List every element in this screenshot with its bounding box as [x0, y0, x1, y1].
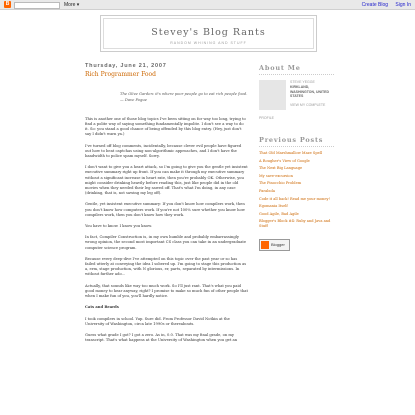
- post-date: Thursday, June 21, 2007: [85, 63, 167, 69]
- previous-post-link[interactable]: Good Agile, Bad Agile: [259, 211, 299, 216]
- section-heading: Cats and Beards: [85, 305, 119, 310]
- previous-post-link[interactable]: That Old Marshmallow Maze Spell: [259, 151, 323, 155]
- post-paragraph: Because every deep-dive I've attempted on this topic over the past year or so has failed utterly at conveying the idea I sobered up. I'm going to stage this production as a, erm, stage production, with N glorious, er, parts, separated by intermissions. In without further ado...: [85, 256, 247, 277]
- profile-photo[interactable]: [259, 80, 286, 110]
- badge-label: Blogger: [271, 241, 285, 247]
- blog-description: RANDOM WHINING AND STUFF: [170, 41, 247, 45]
- post-paragraph: Actually, that sounds like way too much work. So I'll just rant. That's what you paid good money to hear anyway, right? I promise to make so much fun of other people that when I make fun of you, you'll hardly notice.: [85, 283, 248, 299]
- previous-post-link[interactable]: The Next Big Language: [259, 166, 303, 171]
- previous-posts-heading: Previous Posts: [259, 136, 334, 147]
- blog-header-inner: [103, 18, 314, 49]
- post-paragraph: You have to know. I know you know.: [85, 224, 153, 229]
- blog-title[interactable]: Stevey's Blog Rants: [151, 27, 266, 38]
- previous-post-link[interactable]: My save-excursion: [259, 173, 293, 178]
- profile-name[interactable]: STEVE YEGGE: [290, 80, 315, 84]
- previous-post-link[interactable]: A Rougher's View of Google: [259, 158, 310, 163]
- post-body: [85, 117, 248, 344]
- blogger-navbar: [0, 0, 415, 10]
- post-paragraph: Guess what grade I got? I got a zero. As in, 0.0. That was my final grade, on my transcript. That's what happens at the University of Washington when you get an: [85, 332, 238, 343]
- previous-post-link[interactable]: Egomania Itself: [259, 204, 288, 209]
- post-paragraph: I don't want to give you a heart attack, so I'm going to give you the gentle yet insistent executive summary right up front. If you can make it through my executive summary without a significant increase in heart rate, then you're probably OK. Otherwise, you might consider drinking heavily before reading this, just like people did in the old movies when they needed their leg sawed off. That's what I'm doing, in any case (drinking, that is, not sawing my leg off).: [85, 165, 248, 196]
- sign-in-link[interactable]: Sign In: [395, 1, 411, 8]
- previous-post-link[interactable]: Code it all back! Read me your money!: [259, 196, 330, 201]
- post-epigraph: The Olive Garden: it's where poor people go to eat rich people food. — Dave Fogue: [120, 92, 248, 102]
- blog-header: [100, 15, 317, 52]
- post-paragraph: I've turned off blog comments, incidentally, because clever evil people have figured out how to beat captchas using non-algorithmic approaches, and I don't have the bandwidth to police spam myself. Sorry.: [85, 143, 242, 159]
- blogger-badge-icon: [261, 241, 269, 249]
- blogger-logo-icon[interactable]: B: [5, 1, 10, 7]
- main-content: [85, 64, 248, 349]
- previous-post-link[interactable]: Blogger's Block #4: Ruby and Java and Stuff: [259, 219, 331, 228]
- post-paragraph: Gentle, yet insistent executive summary: If you don't know how compilers work, then you don't know how computers work. If you're not 100% sure whether you know how compilers work, then you don't know how they work.: [85, 202, 245, 217]
- about-me-heading: About Me: [259, 64, 334, 75]
- profile-location: KIRKLAND, WASHINGTON, UNITED STATES: [290, 85, 330, 98]
- about-me-box: [259, 80, 334, 120]
- post-paragraph: In fact, Compiler Construction is, in my own humble and probably embarrassingly wrong opinion, the second most important CS class you can take in an undergraduate computer science program.: [85, 235, 247, 250]
- view-profile-link[interactable]: VIEW MY COMPLETE: [290, 103, 326, 107]
- navbar-right-links: [356, 2, 411, 8]
- post-title[interactable]: Rich Programmer Food: [85, 71, 156, 79]
- powered-by-blogger-badge[interactable]: [259, 239, 290, 251]
- previous-posts-list: [259, 151, 334, 229]
- previous-post-link[interactable]: The Pinocchio Problem: [259, 181, 302, 186]
- post-paragraph: I took compilers in school. Yup. Sure did. From Professor David Notkin at the University of Washington, circa late 1990s or thereabouts.: [85, 316, 230, 326]
- post-paragraph: This is another one of those blog topics I've been sitting on for way too long, trying to find a polite way of saying something fundamentally impolite. I don't see a way to do it. So: you stand a good chance of being offended by this blog entry. (Hey, just don't say I didn't warn ya.): [85, 116, 246, 137]
- navbar-search-input[interactable]: [14, 2, 60, 9]
- view-profile-link-cont[interactable]: PROFILE: [259, 116, 274, 120]
- navbar-more-menu[interactable]: More ▾: [64, 1, 80, 8]
- create-blog-link[interactable]: Create Blog: [361, 1, 389, 8]
- previous-post-link[interactable]: Parabola: [259, 188, 276, 193]
- sidebar: [259, 64, 334, 251]
